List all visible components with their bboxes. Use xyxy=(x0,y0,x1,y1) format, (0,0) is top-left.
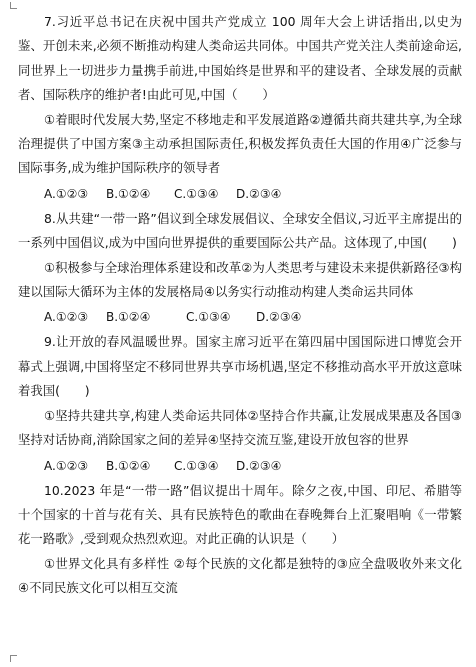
question-7-choices: ①着眼时代发展大势,坚定不移地走和平发展道路②遵循共商共建共享,为全球治理提供了中国方案③主动承担国际责任,积极发挥负责任大国的作用④广泛参与国际事务,成为维护国际秩序的领导者 xyxy=(18,111,462,176)
option-a: A.①②③ xyxy=(44,310,89,325)
option-b: B.①②④ xyxy=(106,186,151,201)
question-7-options xyxy=(18,181,462,207)
option-a: A.①②③ xyxy=(44,186,89,201)
question-9-choices: ①坚持共建共享,构建人类命运共同体②坚持合作共赢,让发展成果惠及各国③坚持对话协商,消除国家之间的差异④坚持交流互鉴,建设开放包容的世界 xyxy=(18,407,462,448)
question-10-stem: 10.2023 年是“一带一路”倡议提出十周年。除夕之夜,中国、印尼、希腊等十个国家的十首与花有关、具有民族特色的歌曲在春晚舞台上汇聚唱响《一带繁花一路歌》,受到观众热烈欢迎。对此正确的认识是（ ） xyxy=(18,482,462,547)
question-8-options xyxy=(18,304,462,330)
question-list xyxy=(18,10,462,601)
question-9-options xyxy=(18,453,462,479)
corner-mark-bottom xyxy=(10,655,17,662)
option-a: A.①②③ xyxy=(44,458,89,473)
question-9-stem: 9.让开放的春风温暖世界。国家主席习近平在第四届中国国际进口博览会开幕式上强调,中国将坚定不移同世界共享市场机遇,坚定不移推动高水平开放这意味着我国( ) xyxy=(18,334,462,399)
question-8-stem: 8.从共建“一带一路”倡议到全球发展倡议、全球安全倡议,习近平主席提出的一系列中国倡议,成为中国向世界提供的重要国际公共产品。这体现了,中国( ) xyxy=(18,210,462,251)
question-8-choices: ①积极参与全球治理体系建设和改革②为人类思考与建设未来提供新路径③构建以国际大循环为主体的发展格局④以务实行动推动构建人类命运共同体 xyxy=(18,259,462,300)
option-c: C.①③④ xyxy=(186,310,231,325)
option-b: B.①②④ xyxy=(106,310,151,325)
option-c: C.①③④ xyxy=(174,186,219,201)
option-c: C.①③④ xyxy=(174,458,219,473)
option-d: D.②③④ xyxy=(236,186,282,201)
option-d: D.②③④ xyxy=(256,310,302,325)
option-d: D.②③④ xyxy=(236,458,282,473)
corner-mark-top xyxy=(10,2,17,9)
question-7-stem: 7.习近平总书记在庆祝中国共产党成立 100 周年大会上讲话指出,以史为鉴、开创未来,必须不断推动构建人类命运共同体。中国共产党关注人类前途命运,同世界上一切进步力量携手前进,中国始终是世界和平的建设者、全球发展的贡献者、国际秩序的维护者!由此可见,中国（ ） xyxy=(18,14,462,103)
question-10-choices: ①世界文化具有多样性 ②每个民族的文化都是独特的③应全盘吸收外来文化④不同民族文化可以相互交流 xyxy=(18,555,462,596)
option-b: B.①②④ xyxy=(106,458,151,473)
